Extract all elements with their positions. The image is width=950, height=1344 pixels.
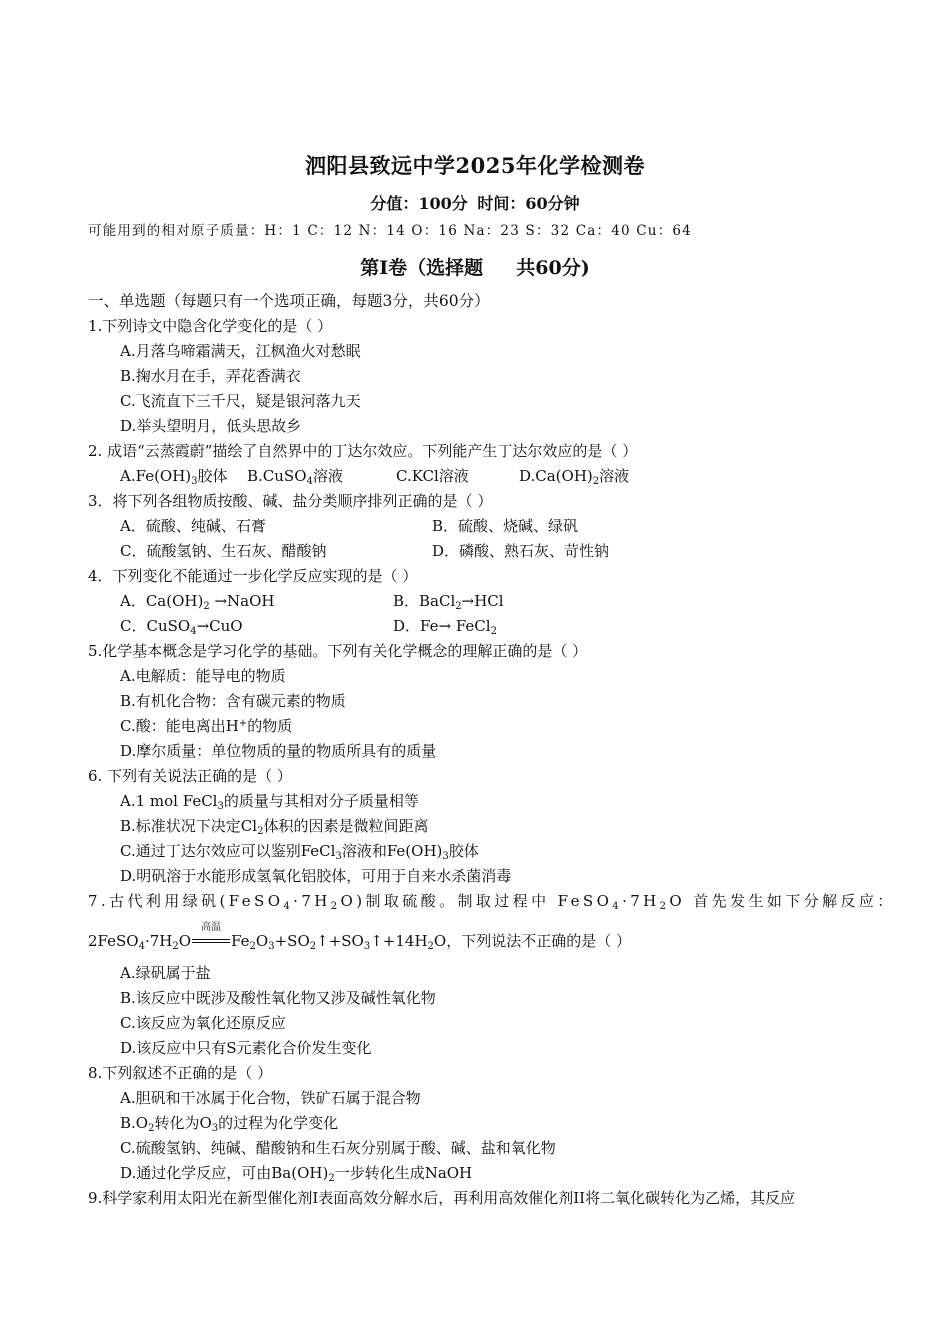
question-4-option-b: B．BaCl$_2$→HCl — [393, 592, 504, 612]
question-3-option-d: D．磷酸、熟石灰、苛性钠 — [432, 542, 610, 560]
question-5-option-a: A.电解质：能导电的物质 — [120, 667, 286, 685]
question-5-option-c: C.酸：能电离出H+的物质 — [120, 717, 293, 735]
question-2-stem: 2. 成语“云蒸霞蔚”描绘了自然界中的丁达尔效应。下列能产生丁达尔效应的是（ ） — [88, 442, 638, 460]
question-5-stem: 5.化学基本概念是学习化学的基础。下列有关化学概念的理解正确的是（ ） — [88, 642, 588, 660]
question-8-option-c: C.硫酸氢钠、纯碱、醋酸钠和生石灰分别属于酸、碱、盐和氧化物 — [120, 1139, 556, 1157]
question-3-option-b: B．硫酸、烧碱、绿矾 — [432, 517, 579, 535]
question-8-option-d: D.通过化学反应，可由$Ba(OH)_2$一步转化生成NaOH — [120, 1164, 473, 1184]
question-7-option-b: B.该反应中既涉及酸性氧化物又涉及碱性氧化物 — [120, 989, 436, 1007]
question-2-option-b: B.CuSO$_4$溶液 — [247, 467, 343, 487]
question-3-stem: 3．将下列各组物质按酸、碱、盐分类顺序排列正确的是（ ） — [88, 492, 493, 510]
reaction-condition — [191, 922, 231, 951]
question-1-option-b: B.掬水月在手，弄花香满衣 — [120, 367, 301, 385]
question-4-option-c: C．CuSO$_4$→CuO — [120, 617, 243, 637]
question-6-option-a: A.1 mol FeCl$_3$的质量与其相对分子质量相等 — [120, 792, 419, 812]
question-1-option-c: C.飞流直下三千尺，疑是银河落九天 — [120, 392, 361, 410]
question-6-option-d: D.明矾溶于水能形成氢氧化铝胶体，可用于自来水杀菌消毒 — [120, 867, 512, 885]
question-3-option-a: A．硫酸、纯碱、石膏 — [120, 517, 266, 535]
question-8-stem: 8.下列叙述不正确的是（ ） — [88, 1064, 273, 1082]
question-4-option-a: A．$Ca(OH)_2$ →NaOH — [120, 592, 275, 612]
question-4-option-d: D．Fe→ FeCl$_2$ — [393, 617, 497, 637]
question-8-option-b: $B.O_2$转化为$O_3$的过程为化学变化 — [120, 1114, 339, 1134]
question-7-option-d: D.该反应中只有S元素化合价发生变化 — [120, 1039, 372, 1057]
question-9-stem: 9.科学家利用太阳光在新型催化剂I表面高效分解水后，再利用高效催化剂II将二氧化碳转化为乙烯，其反应 — [88, 1189, 796, 1207]
question-4-stem: 4．下列变化不能通过一步化学反应实现的是（ ） — [88, 567, 418, 585]
question-6-option-c: C.通过丁达尔效应可以鉴别FeCl$_3$溶液和$Fe(OH)_3$胶体 — [120, 842, 479, 862]
question-1-option-a: A.月落乌啼霜满天，江枫渔火对愁眠 — [120, 342, 361, 360]
question-3-option-c: C．硫酸氢钠、生石灰、醋酸钠 — [120, 542, 327, 560]
equals-bar-top — [192, 939, 230, 940]
question-2-option-c: C.KCl溶液 — [396, 467, 469, 485]
question-7-option-a: A.绿矾属于盐 — [120, 964, 211, 982]
part-heading: 一、单选题（每题只有一个选项正确，每题3分，共60分） — [88, 292, 490, 310]
question-7-option-c: C.该反应为氧化还原反应 — [120, 1014, 286, 1032]
exam-score-time: 分值：100分 时间：60分钟 — [370, 194, 580, 213]
question-2-option-a: $A.Fe(OH)_3$胶体 — [120, 467, 228, 487]
question-6-stem: 6. 下列有关说法正确的是（ ） — [88, 767, 292, 785]
question-6-option-b: B.标准状况下决定$Cl_2$体积的因素是微粒间距离 — [120, 817, 429, 837]
question-8-option-a: A.胆矾和干冰属于化合物，铁矿石属于混合物 — [120, 1089, 421, 1107]
question-1-stem: 1.下列诗文中隐含化学变化的是（ ） — [88, 317, 333, 335]
question-5-option-d: D.摩尔质量：单位物质的量的物质所具有的质量 — [120, 742, 437, 760]
question-7-stem: 7.古代利用绿矾$(FeSO_4\cdot 7H_2O)$制取硫酸。制取过程中 $FeSO_4\cdot 7H_2O$ 首先发生如下分解反应： — [88, 892, 896, 912]
question-1-option-d: D.举头望明月，低头思故乡 — [120, 417, 302, 435]
atomic-masses: 可能用到的相对原子质量：H：1 C：12 N：14 O：16 Na：23 S：32 Ca：40 Cu：64 — [88, 223, 692, 239]
question-7-equation: $2FeSO_4\cdot 7H_2O$ 高温 $Fe_2O_3+SO_2↑+SO_3↑+14H_2O$，下列说法不正确的是（ ） — [88, 931, 631, 951]
equals-bar-bottom — [192, 942, 230, 943]
question-2-option-d: $D.Ca(OH)_2$溶液 — [519, 467, 630, 487]
reaction-condition-label: 高温 — [201, 922, 222, 933]
question-5-option-b: B.有机化合物：含有碳元素的物质 — [120, 692, 346, 710]
section-title: 第Ⅰ卷（选择题 共60分) — [360, 257, 590, 279]
exam-title: 泗阳县致远中学2025年化学检测卷 — [305, 153, 645, 178]
